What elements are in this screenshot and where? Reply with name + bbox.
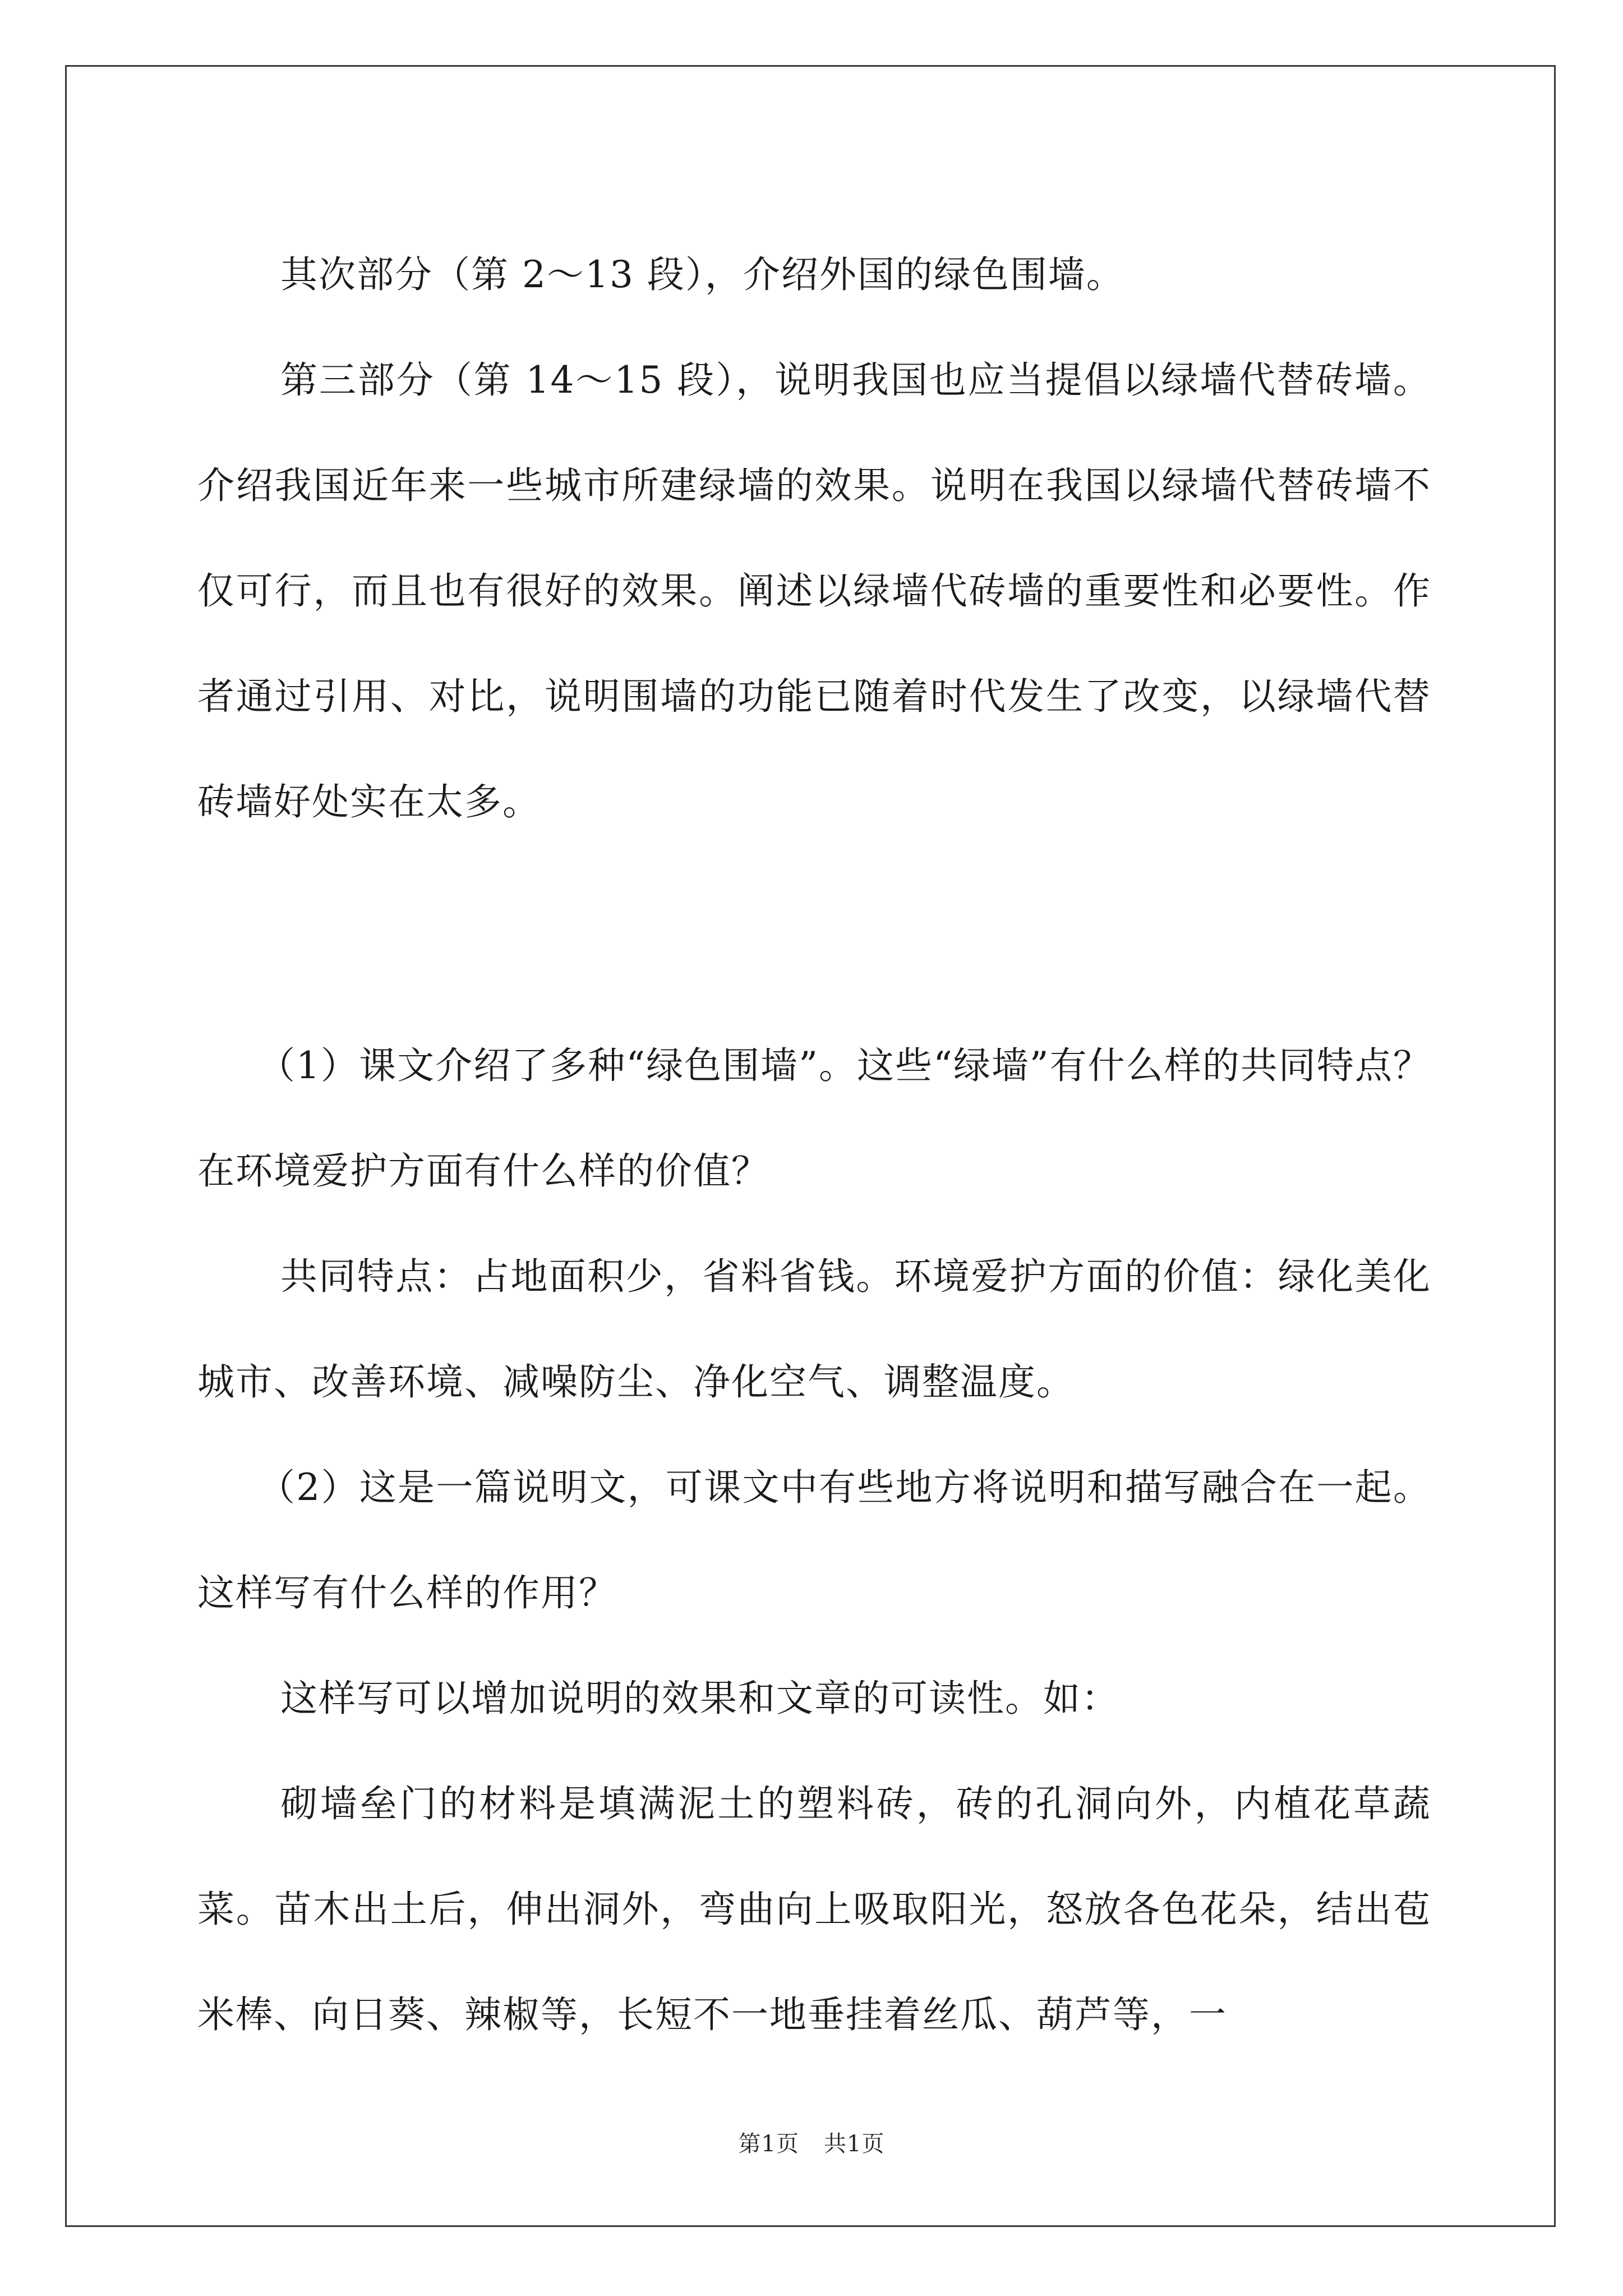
question-2: （2）这是一篇说明文，可课文中有些地方将说明和描写融合在一起。这样写有什么样的作用？ — [197, 1466, 1431, 1614]
paragraph-part-two: 其次部分（第 2～13 段），介绍外国的绿色围墙。 — [280, 253, 1124, 296]
answer-2-example: 砌墙垒门的材料是填满泥土的塑料砖，砖的孔洞向外，内植花草蔬菜。苗木出土后，伸出洞外，弯曲向上吸取阳光，怒放各色花朵，结出苞米棒、向日葵、辣椒等，长短不一地垂挂着丝瓜、葫芦等，一 — [197, 1782, 1431, 2036]
section-gap — [197, 855, 1431, 1013]
paragraph-part-three: 第三部分（第 14～15 段），说明我国也应当提倡以绿墙代替砖墙。介绍我国近年来一些城市所建绿墙的效果。说明在我国以绿墙代替砖墙不仅可行，而且也有很好的效果。阐述以绿墙代砖墙的重要性和必要性。作者通过引用、对比，说明围墙的功能已随着时代发生了改变，以绿墙代替砖墙好处实在太多。 — [197, 358, 1431, 823]
page-total: 共1页 — [824, 2131, 885, 2157]
page-number: 第1页 — [738, 2131, 799, 2157]
question-1: （1）课文介绍了多种“绿色围墙”。这些“绿墙”有什么样的共同特点？在环境爱护方面有什么样的价值？ — [197, 1044, 1431, 1193]
document-body — [197, 222, 1431, 2068]
page-footer — [0, 2126, 1623, 2158]
answer-2-intro: 这样写可以增加说明的效果和文章的可读性。如： — [280, 1677, 1119, 1720]
answer-1: 共同特点：占地面积少，省料省钱。环境爱护方面的价值：绿化美化城市、改善环境、减噪防尘、净化空气、调整温度。 — [197, 1255, 1431, 1404]
